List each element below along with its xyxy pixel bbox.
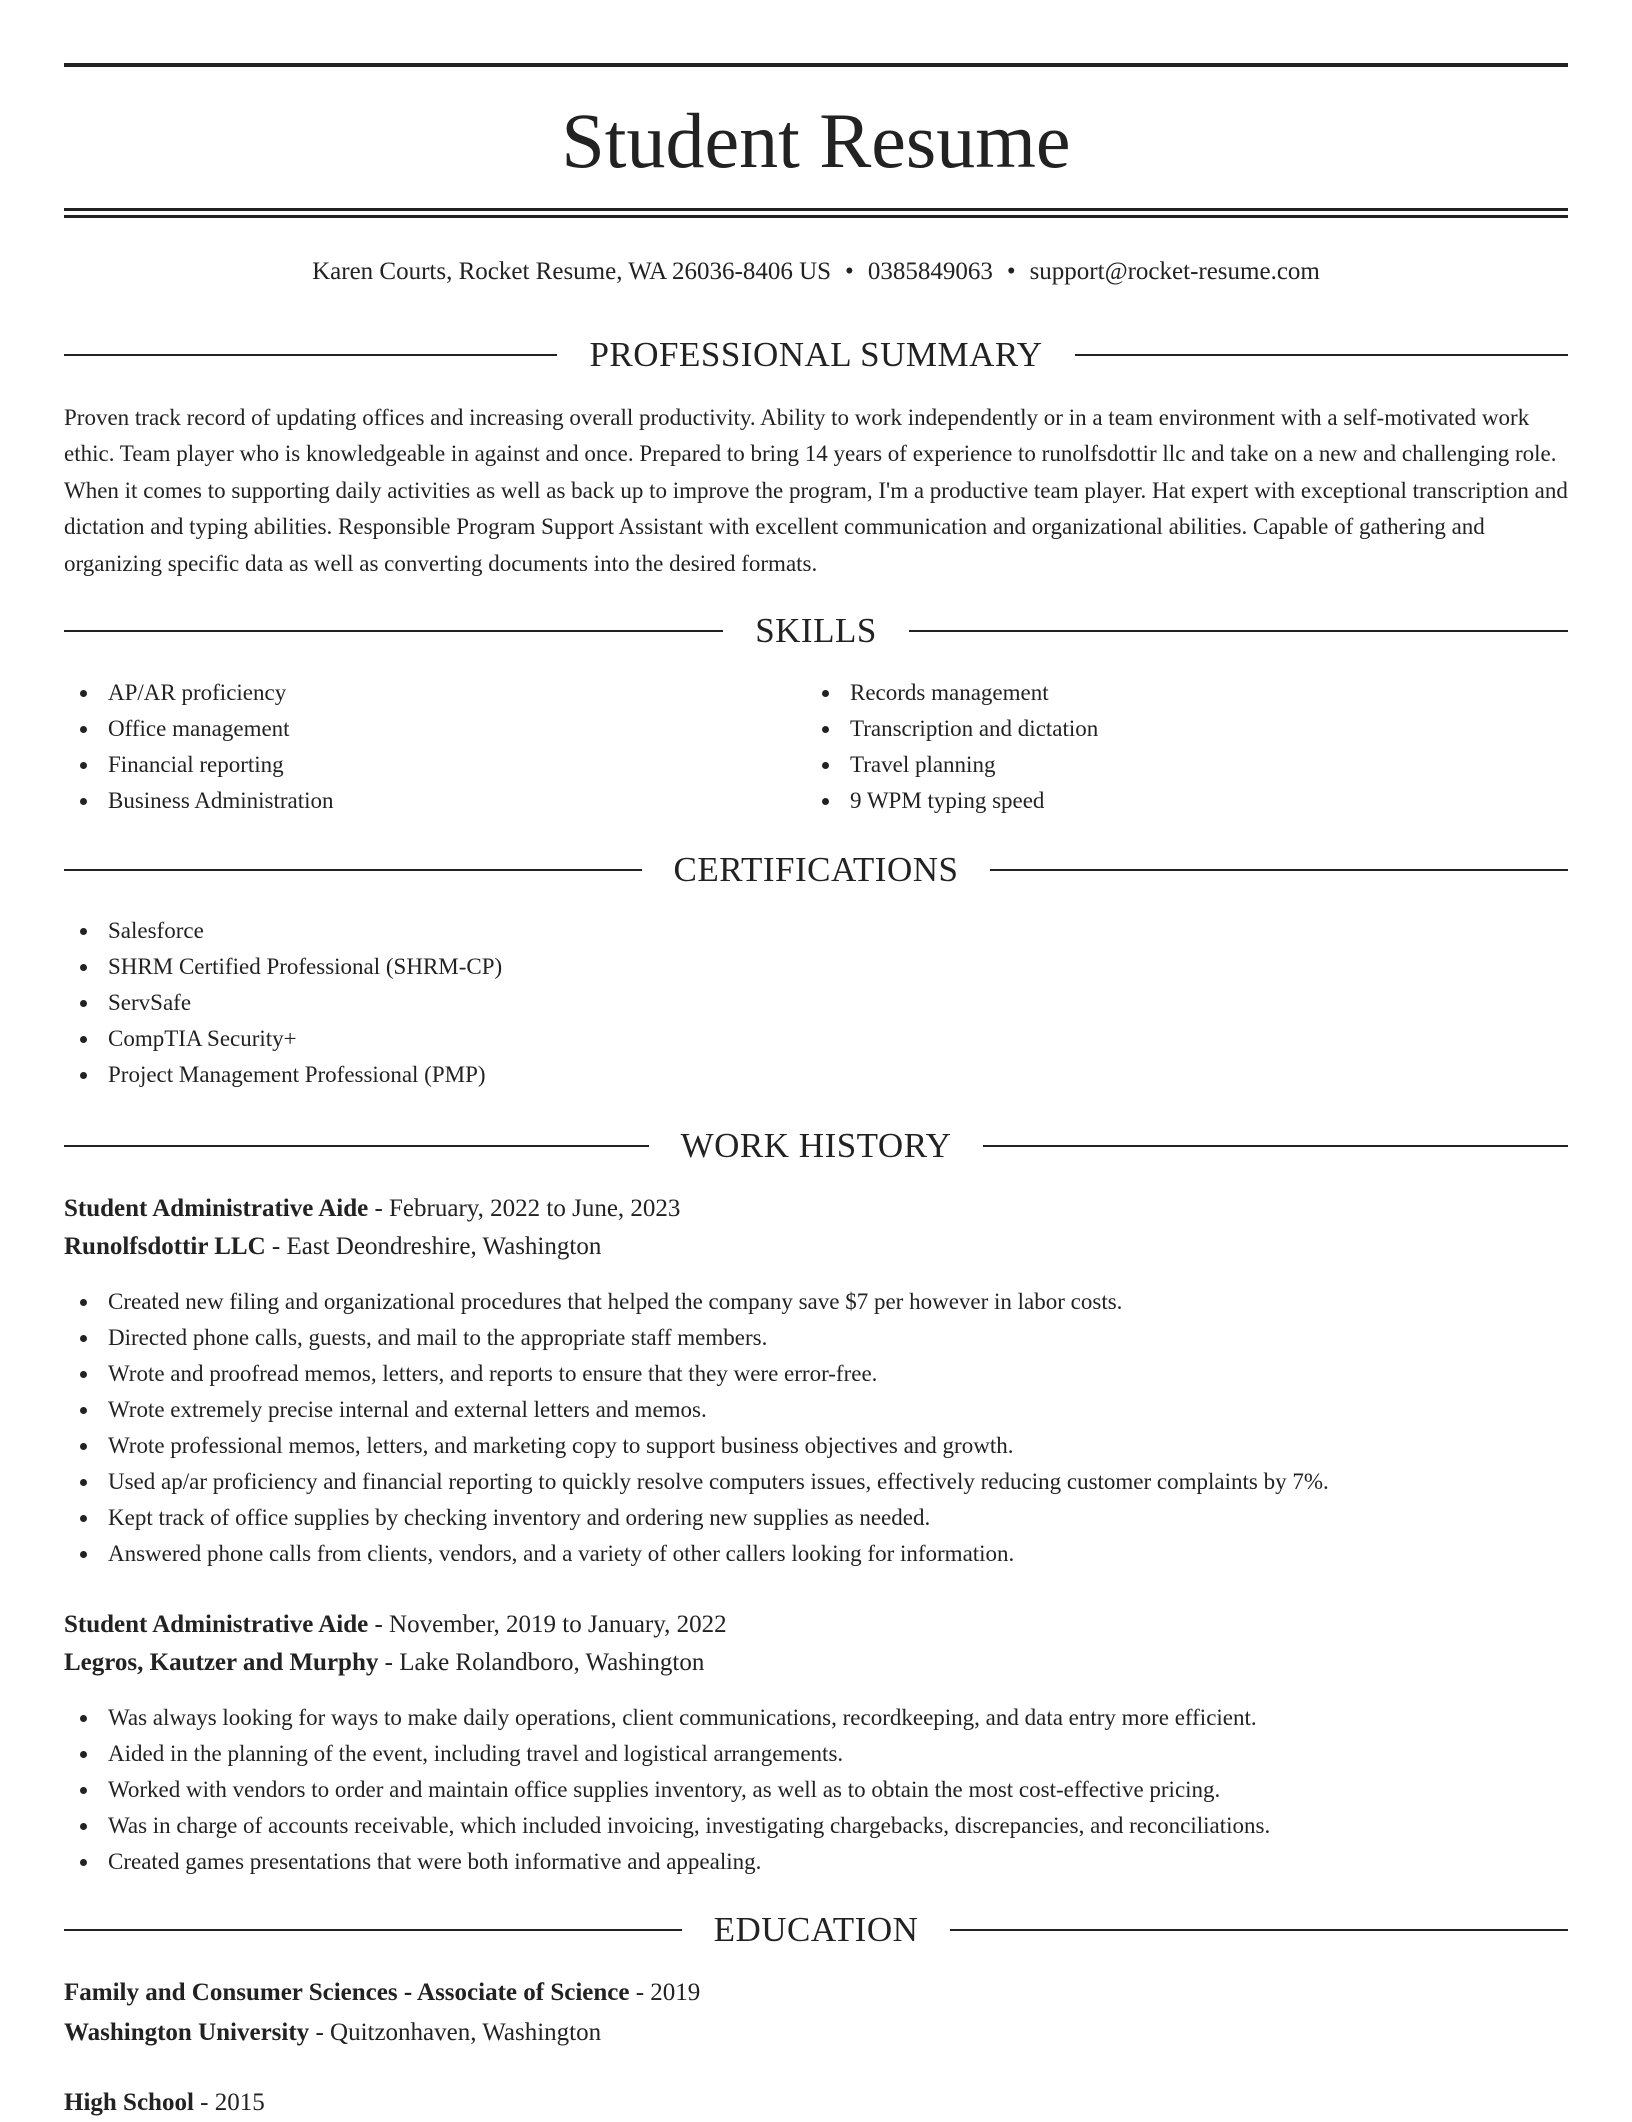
title-rule-lower: [64, 215, 1568, 218]
skill-item: 9 WPM typing speed: [806, 783, 1546, 819]
summary-text: Proven track record of updating offices and increasing overall productivity. Ability to work independently or in a team environment with a self-motivated work ethic. Team player who is knowledgeable in against and once. Prepared to bring 14 years of experience to runolfsdottir llc and take on a new and challenging role. When it comes to supporting daily activities as well as back up to improve the program, I'm a productive team player. Hat expert with exceptional transcription and dictation and typing abilities. Responsible Program Support Assistant with excellent communication and organizational abilities. Capable of gathering and organizing specific data as well as converting documents into the desired formats.: [64, 405, 1568, 576]
job-bullet: Answered phone calls from clients, vendors, and a variety of other callers looking for information.: [64, 1536, 1568, 1572]
job-company-line: [64, 1644, 1568, 1682]
skill-item: Records management: [806, 675, 1546, 711]
skills-heading: [64, 609, 1568, 653]
education-year: - 2015: [193, 2089, 265, 2116]
certifications-heading-label: CERTIFICATIONS: [673, 850, 959, 889]
job-bullet: Directed phone calls, guests, and mail to the appropriate staff members.: [64, 1320, 1568, 1356]
education-degree: High School: [64, 2089, 194, 2116]
skill-item: Travel planning: [806, 747, 1546, 783]
job-location: - Lake Rolandboro, Washington: [378, 1649, 705, 1676]
page-title: Student Resume: [561, 97, 1071, 184]
job-bullet: Was always looking for ways to make daily operations, client communications, recordkeeping, and data entry more efficient.: [64, 1700, 1568, 1736]
education-degree: Family and Consumer Sciences - Associate of Science: [64, 1979, 630, 2006]
top-rule: [64, 63, 1568, 67]
job-bullets: [64, 1700, 1568, 1880]
job-bullet: Wrote extremely precise internal and external letters and memos.: [64, 1392, 1568, 1428]
job-dates: - February, 2022 to June, 2023: [368, 1195, 681, 1222]
education-degree-line: [64, 2084, 1568, 2122]
skills-list-right: [806, 675, 1546, 819]
job-title-line: [64, 1190, 1568, 1228]
skill-item: Financial reporting: [64, 747, 804, 783]
job-title: Student Administrative Aide: [64, 1195, 369, 1222]
title-rule-upper: [64, 208, 1568, 211]
job-title-line: [64, 1606, 1568, 1644]
skill-item: Transcription and dictation: [806, 711, 1546, 747]
contact-line: [64, 254, 1568, 290]
skills-heading-label: SKILLS: [755, 611, 877, 650]
certification-item: CompTIA Security+: [64, 1021, 1464, 1057]
certification-item: Project Management Professional (PMP): [64, 1057, 1464, 1093]
education-school-line: [64, 2014, 1568, 2052]
contact-separator: •: [1006, 258, 1016, 285]
job-bullets: [64, 1284, 1568, 1572]
job-location: - East Deondreshire, Washington: [265, 1233, 602, 1260]
skill-item: Business Administration: [64, 783, 804, 819]
education-year: - 2019: [629, 1979, 701, 2006]
education-school: Washington University: [64, 2019, 310, 2046]
work-heading: [64, 1124, 1568, 1168]
contact-address: Karen Courts, Rocket Resume, WA 26036-8406 US: [312, 258, 832, 285]
education-heading-label: EDUCATION: [713, 1910, 919, 1949]
certification-item: SHRM Certified Professional (SHRM-CP): [64, 949, 1464, 985]
certifications-list: [64, 913, 1464, 1093]
certifications-heading: [64, 848, 1568, 892]
job-company: Runolfsdottir LLC: [64, 1233, 266, 1260]
job-bullet: Kept track of office supplies by checking inventory and ordering new supplies as needed.: [64, 1500, 1568, 1536]
education-heading: [64, 1908, 1568, 1952]
education-location: - Quitzonhaven, Washington: [309, 2019, 602, 2046]
job-bullet: Wrote and proofread memos, letters, and reports to ensure that they were error-free.: [64, 1356, 1568, 1392]
work-heading-label: WORK HISTORY: [680, 1126, 952, 1165]
skill-item: AP/AR proficiency: [64, 675, 804, 711]
job-company: Legros, Kautzer and Murphy: [64, 1649, 379, 1676]
job-bullet: Aided in the planning of the event, including travel and logistical arrangements.: [64, 1736, 1568, 1772]
summary-heading-label: PROFESSIONAL SUMMARY: [589, 335, 1043, 374]
job-dates: - November, 2019 to January, 2022: [368, 1611, 727, 1638]
contact-email: support@rocket-resume.com: [1029, 258, 1320, 285]
job-bullet: Used ap/ar proficiency and financial reporting to quickly resolve computers issues, effectively reducing customer complaints by 7%.: [64, 1464, 1568, 1500]
job-bullet: Was in charge of accounts receivable, which included invoicing, investigating chargebacks, discrepancies, and reconciliations.: [64, 1808, 1568, 1844]
job-bullet: Wrote professional memos, letters, and marketing copy to support business objectives and growth.: [64, 1428, 1568, 1464]
job-bullet: Worked with vendors to order and maintain office supplies inventory, as well as to obtain the most cost-effective pricing.: [64, 1772, 1568, 1808]
skill-item: Office management: [64, 711, 804, 747]
contact-phone: 0385849063: [867, 258, 993, 285]
certification-item: Salesforce: [64, 913, 1464, 949]
job-title: Student Administrative Aide: [64, 1611, 369, 1638]
certification-item: ServSafe: [64, 985, 1464, 1021]
education-degree-line: [64, 1974, 1568, 2012]
job-company-line: [64, 1228, 1568, 1266]
summary-heading: [64, 333, 1568, 377]
contact-separator: •: [845, 258, 854, 285]
skills-list-left: [64, 675, 804, 819]
job-bullet: Created games presentations that were both informative and appealing.: [64, 1844, 1568, 1880]
job-bullet: Created new filing and organizational procedures that helped the company save $7 per however in labor costs.: [64, 1284, 1568, 1320]
